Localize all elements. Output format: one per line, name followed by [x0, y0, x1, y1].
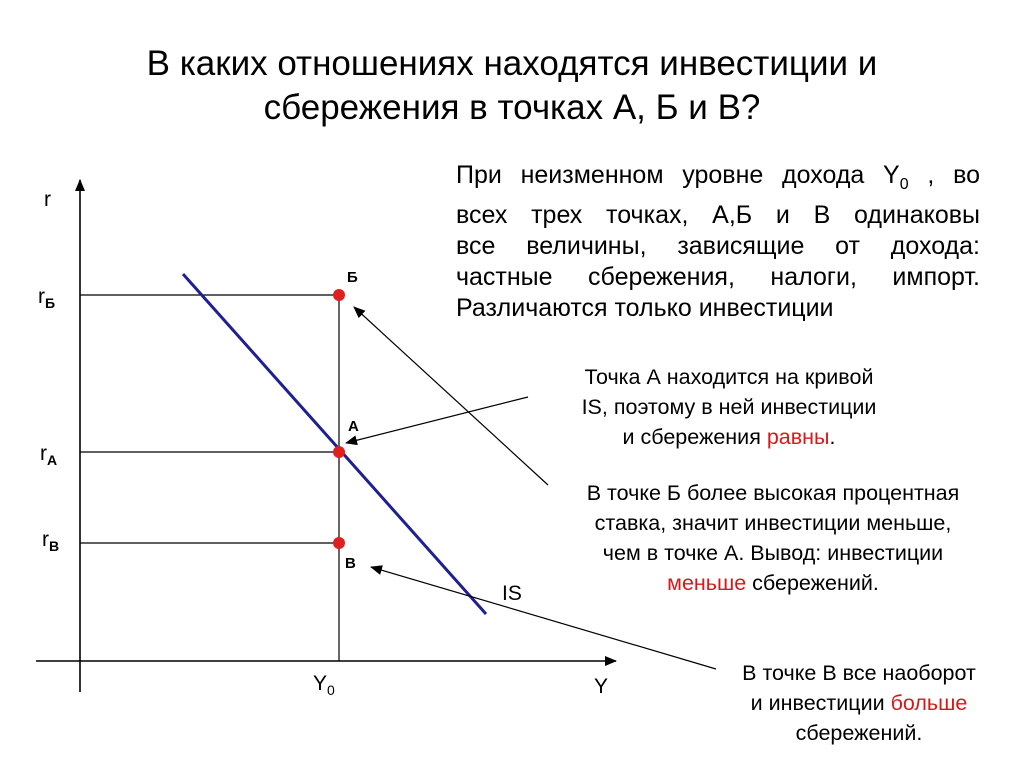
is-curve [183, 274, 486, 614]
is-curve-label: IS [502, 582, 522, 605]
callout-a-line-3: и сбережения равны. [622, 425, 836, 449]
info-line-1: При неизменном уровне дохода $Y_0$ , во [456, 161, 980, 193]
point-b [333, 289, 345, 301]
info-line-1-sub: 0 [899, 176, 909, 193]
x-axis-label: Y [594, 675, 609, 698]
x-tick-y0: $Y_0$ [313, 672, 335, 698]
title-line-2: сбережения в точках А, Б и В? [263, 88, 761, 127]
info-line-5: Различаются только инвестиции [456, 294, 834, 322]
point-a [333, 446, 345, 458]
callout-v-line-1: В точке В все наоборот [742, 661, 976, 685]
point-v-label: В [345, 555, 356, 572]
title-line-1: В каких отношениях находятся инвестиции и [146, 44, 878, 83]
callout-a-line-2: IS, поэтому в ней инвестиции [581, 395, 877, 419]
y-tick-r-v: $r_В$ [42, 528, 60, 554]
callout-b-line-4: меньше сбережений. [667, 571, 879, 595]
callout-a-line-1: Точка А находится на кривой [584, 365, 874, 389]
y-tick-r-b: $r_Б$ [38, 285, 56, 311]
arrow-to-point-b [354, 307, 548, 485]
callout-b-line-3: чем в точке А. Вывод: инвестиции [602, 541, 944, 565]
callout-v-line-2: и инвестиции больше [750, 691, 968, 715]
callout-v-more-word: больше [890, 691, 968, 715]
point-a-label: А [348, 418, 359, 435]
arrow-to-point-v [371, 567, 716, 669]
point-b-label: Б [347, 269, 358, 286]
callout-v-line-3: сбережений. [795, 721, 923, 745]
callout-a-equal-word: равны [766, 425, 830, 449]
y-tick-r-a: $r_А$ [40, 442, 58, 468]
callout-b-line-2: ставка, значит инвестиции меньше, [594, 511, 952, 535]
callout-b-line-1: В точке Б более высокая процентная [586, 481, 960, 505]
info-line-4: частные сбережения, налоги, импорт. [456, 263, 980, 291]
info-line-2: всех трех точках, А,Б и В одинаковы [456, 201, 980, 229]
info-line-3: все величины, зависящие от дохода: [456, 232, 980, 260]
callout-b-less-word: меньше [667, 571, 747, 595]
y-axis-label: r [44, 188, 51, 211]
arrow-to-point-a [346, 397, 528, 443]
point-v [333, 537, 345, 549]
